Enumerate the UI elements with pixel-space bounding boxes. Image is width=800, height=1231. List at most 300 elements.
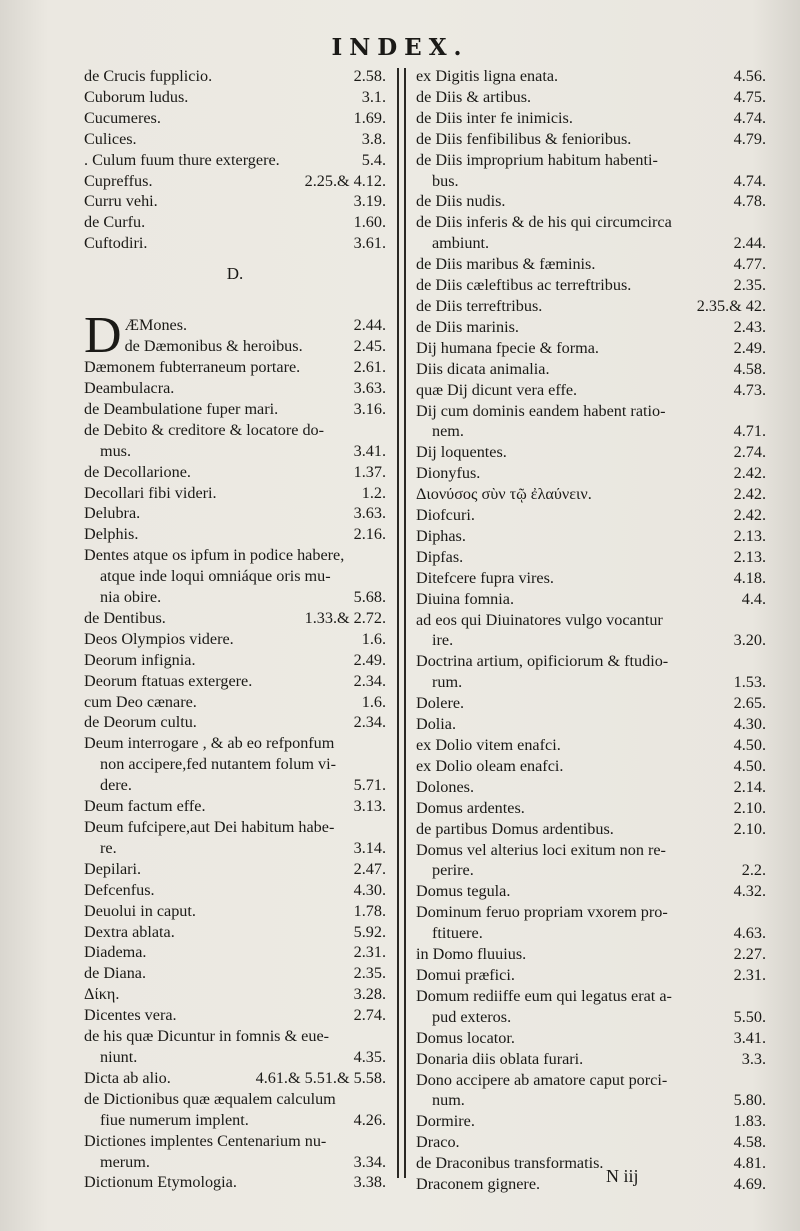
entry-term-cont: non accipere,fed nutantem folum vi- — [100, 755, 336, 774]
entry-line — [84, 66, 386, 87]
entry-ref: 3.1. — [361, 87, 386, 106]
index-entry — [416, 380, 766, 401]
entry-line — [84, 1026, 386, 1047]
entry-ref: 2.44. — [353, 316, 386, 335]
right-entries — [416, 66, 766, 1195]
entry-line — [84, 212, 386, 233]
entry-ref: 4.61.& 5.51.& 5.58. — [255, 1068, 386, 1087]
entry-term: Ditefcere fupra vires. — [416, 568, 554, 587]
entry-term: de Diana. — [84, 964, 147, 983]
entry-term: Deambulacra. — [84, 378, 175, 397]
entry-ref: 2.34. — [353, 713, 386, 732]
entry-line — [84, 984, 386, 1005]
entry-line — [416, 442, 766, 463]
index-entry — [416, 986, 766, 1028]
entry-line — [416, 275, 766, 296]
index-entry — [84, 1026, 386, 1068]
entry-line — [84, 462, 386, 483]
entry-line — [84, 922, 386, 943]
entry-ref: 4.74. — [733, 171, 766, 190]
index-entry — [416, 693, 766, 714]
entry-ref: 2.45. — [353, 336, 386, 355]
entry-ref: 4.56. — [733, 67, 766, 85]
index-entry — [416, 965, 766, 986]
entry-term-cont: nia obire. — [100, 588, 162, 607]
entry-term: de Deambulatione fuper mari. — [84, 399, 279, 418]
entry-line — [84, 1089, 386, 1110]
entry-term: de Diis & artibus. — [416, 87, 532, 106]
entry-term: Diofcuri. — [416, 506, 475, 525]
entry-ref: 1.78. — [353, 901, 386, 920]
entry-term: Domus tegula. — [416, 882, 511, 901]
section-letter: D. — [226, 264, 244, 284]
entry-line — [416, 108, 766, 129]
entry-term: Cuborum ludus. — [84, 87, 189, 106]
index-entry — [84, 775, 386, 796]
index-entry — [416, 275, 766, 296]
entry-line — [84, 129, 386, 150]
entry-term: Deos Olympios videre. — [84, 629, 234, 648]
entry-line — [416, 1028, 766, 1049]
entry-term-cont: nem. — [432, 422, 464, 441]
entry-ref: 3.63. — [353, 504, 386, 523]
entry-ref: 1.69. — [353, 108, 386, 127]
entry-term: de Dentibus. — [84, 608, 166, 627]
entry-line — [416, 819, 766, 840]
entry-term: Διονύσος σὺν τῷ ἐλαύνειν. — [416, 485, 592, 504]
entry-continuation — [84, 441, 386, 462]
index-entry — [84, 984, 386, 1005]
entry-term: de Diis inter fe inimicis. — [416, 108, 573, 127]
entry-term: Diis dicata animalia. — [416, 359, 550, 378]
index-entry — [416, 756, 766, 777]
entry-ref: 2.35. — [353, 964, 386, 983]
entry-line — [84, 671, 386, 692]
entry-line — [416, 1070, 766, 1091]
entry-term: in Domo fluuius. — [416, 945, 527, 964]
entry-line — [416, 359, 766, 380]
index-entry — [84, 66, 386, 87]
entry-continuation — [416, 630, 766, 651]
entry-line — [84, 859, 386, 880]
entry-term: Diphas. — [416, 526, 466, 545]
entry-ref: 5.50. — [733, 1007, 766, 1026]
entry-ref: 2.31. — [733, 965, 766, 984]
entry-line — [84, 191, 386, 212]
index-entry — [84, 233, 386, 254]
entry-ref: 4.73. — [733, 380, 766, 399]
entry-ref: 4.75. — [733, 87, 766, 106]
index-entry — [416, 359, 766, 380]
entry-term: Dono accipere ab amatore caput porci- — [416, 1070, 668, 1089]
entry-line — [84, 503, 386, 524]
entry-term: Domus ardentes. — [416, 798, 525, 817]
entry-line — [84, 1131, 386, 1152]
entry-term: Domum rediiffe eum qui legatus erat a- — [416, 986, 672, 1005]
entry-line — [416, 150, 766, 171]
entry-line — [416, 986, 766, 1007]
entry-term: cum Deo cænare. — [84, 692, 197, 711]
entry-ref: 2.10. — [733, 798, 766, 817]
entry-term: Dicentes vera. — [84, 1006, 177, 1025]
entry-continuation — [416, 860, 766, 881]
entry-term: de partibus Domus ardentibus. — [416, 819, 614, 838]
entry-continuation — [416, 171, 766, 192]
entry-ref: 5.68. — [353, 588, 386, 607]
entry-ref: 2.31. — [353, 943, 386, 962]
entry-continuation — [416, 1007, 766, 1028]
entry-term: Dæmonem fubterraneum portare. — [84, 358, 301, 377]
index-entry — [416, 610, 766, 652]
entry-line — [416, 756, 766, 777]
entry-term: de Curfu. — [84, 213, 146, 232]
index-entry — [84, 1089, 386, 1131]
entry-term: ex Dolio vitem enafci. — [416, 736, 561, 754]
entry-line — [416, 505, 766, 526]
entry-term-cont: bus. — [432, 171, 459, 190]
entry-term: Depilari. — [84, 859, 142, 878]
entry-ref: 1.60. — [353, 213, 386, 232]
entry-line — [84, 880, 386, 901]
entry-ref: 4.30. — [733, 715, 766, 734]
index-entry — [84, 817, 386, 859]
index-entry — [84, 378, 386, 399]
entry-term: Doctrina artium, opificiorum & ftudio- — [416, 652, 669, 671]
entry-ref: 4.50. — [733, 736, 766, 754]
index-entry — [84, 108, 386, 129]
entry-continuation — [84, 1152, 386, 1173]
entry-line — [416, 191, 766, 212]
entry-ref: 2.49. — [733, 338, 766, 357]
entry-term: Draconem gignere. — [416, 1175, 541, 1194]
index-entry — [416, 1111, 766, 1132]
entry-ref: 3.19. — [353, 192, 386, 211]
entry-term: de Diis inferis & de his qui circumcirca — [416, 213, 672, 232]
index-entry — [84, 191, 386, 212]
entry-line — [84, 108, 386, 129]
entry-term: de Diis fenfibilibus & fenioribus. — [416, 129, 632, 148]
index-entry — [84, 1005, 386, 1026]
entry-term: Dolia. — [416, 715, 457, 734]
entry-line — [84, 233, 386, 254]
index-entry — [416, 108, 766, 129]
entry-continuation — [416, 923, 766, 944]
index-entry — [416, 1153, 766, 1174]
entry-line — [84, 963, 386, 984]
entry-term: Dij cum dominis eandem habent ratio- — [416, 401, 666, 420]
entry-line — [84, 399, 386, 420]
entry-ref: 2.42. — [733, 464, 766, 483]
entry-ref: 4.81. — [733, 1154, 766, 1173]
entry-ref: 2.65. — [733, 694, 766, 713]
entry-ref: 4.58. — [733, 359, 766, 378]
entry-term: Donaria diis oblata furari. — [416, 1049, 584, 1068]
entry-line — [84, 171, 386, 192]
index-entry — [84, 1131, 386, 1173]
entry-term: ad eos qui Diuinatores vulgo vocantur — [416, 610, 663, 629]
entry-term-cont: mus. — [100, 441, 132, 460]
index-entry — [84, 171, 386, 192]
entry-ref: 4.74. — [733, 108, 766, 127]
entry-ref: 2.16. — [353, 525, 386, 544]
entry-line — [416, 296, 766, 317]
entry-line — [84, 629, 386, 650]
entry-term-cont: perire. — [432, 861, 474, 880]
index-entry — [416, 150, 766, 192]
index-entry — [84, 942, 386, 963]
entry-ref: 1.33.& 2.72. — [304, 608, 386, 627]
entry-term: Delphis. — [84, 525, 139, 544]
entry-ref: 2.49. — [353, 650, 386, 669]
entry-ref: 2.47. — [353, 859, 386, 878]
index-entry — [84, 1068, 386, 1089]
entry-ref: 3.41. — [733, 1028, 766, 1047]
entry-term: de Decollarione. — [84, 462, 191, 481]
entry-ref: 3.38. — [353, 1173, 386, 1192]
entry-line — [416, 129, 766, 150]
index-entry — [84, 692, 386, 713]
entry-ref: 2.42. — [733, 506, 766, 525]
entry-ref: 3.63. — [353, 378, 386, 397]
entry-line — [416, 1132, 766, 1153]
entry-line — [416, 463, 766, 484]
entry-continuation — [84, 1047, 386, 1068]
entry-ref: 2.13. — [733, 547, 766, 566]
left-entries-top — [84, 66, 386, 254]
entry-term: Dormire. — [416, 1112, 475, 1131]
index-entry — [84, 462, 386, 483]
entry-term-cont: fiue numerum implent. — [100, 1110, 249, 1129]
entry-line — [84, 1068, 386, 1089]
index-entry — [416, 902, 766, 944]
entry-continuation — [416, 421, 766, 442]
entry-term: de Diis maribus & fæminis. — [416, 255, 596, 274]
index-entry — [416, 1028, 766, 1049]
entry-ref: 2.74. — [733, 443, 766, 462]
entry-term-cont: rum. — [432, 673, 463, 692]
entry-line — [416, 610, 766, 631]
entry-ref: 2.34. — [353, 671, 386, 690]
entry-line — [84, 901, 386, 922]
entry-term: de Diis improprium habitum habenti- — [416, 150, 658, 169]
index-entry — [84, 608, 386, 629]
index-entry — [416, 840, 766, 882]
entry-ref: 3.28. — [353, 985, 386, 1004]
entry-term-cont: pud exteros. — [432, 1007, 512, 1026]
entry-line — [84, 712, 386, 733]
entry-term-cont: merum. — [100, 1152, 150, 1171]
entry-term: Domus vel alterius loci exitum non re- — [416, 840, 666, 859]
entry-ref: 4.69. — [733, 1175, 766, 1194]
entry-ref: 1.53. — [733, 673, 766, 692]
index-entry — [416, 296, 766, 317]
index-entry — [84, 420, 386, 462]
entry-term: de Diis marinis. — [416, 317, 519, 336]
index-entry — [84, 922, 386, 943]
entry-term: Dominum feruo propriam vxorem pro- — [416, 903, 668, 922]
entry-line — [416, 1174, 766, 1195]
entry-term: Dij loquentes. — [416, 443, 507, 462]
entry-line — [416, 902, 766, 923]
entry-ref: 4.77. — [733, 255, 766, 274]
entry-ref: 5.4. — [361, 150, 386, 169]
page-title: INDEX. — [331, 34, 469, 61]
index-entry — [416, 1132, 766, 1153]
entry-term: Culices. — [84, 129, 137, 148]
entry-ref: 2.58. — [353, 67, 386, 85]
entry-term: Deorum ftatuas extergere. — [84, 671, 253, 690]
index-entry — [416, 526, 766, 547]
index-entry — [84, 212, 386, 233]
entry-ref: 4.26. — [353, 1110, 386, 1129]
entry-term: Deum fufcipere,aut Dei habitum habe- — [84, 818, 335, 836]
entry-line — [84, 942, 386, 963]
entry-term: de Dæmonibus & heroibus. — [124, 336, 303, 355]
entry-ref: 2.13. — [733, 526, 766, 545]
index-entry — [84, 357, 386, 378]
entry-term: Decollari fibi videri. — [84, 483, 217, 502]
entry-ref: 2.35. — [733, 276, 766, 295]
entry-ref: 3.61. — [353, 234, 386, 253]
column-rule-right — [404, 68, 406, 1178]
index-entry — [84, 796, 386, 817]
index-entry — [416, 317, 766, 338]
index-entry — [416, 442, 766, 463]
index-entry — [416, 87, 766, 108]
entry-line — [84, 1172, 386, 1193]
index-entry — [84, 587, 386, 608]
entry-term: Cuftodiri. — [84, 234, 148, 253]
index-entry — [416, 505, 766, 526]
entry-ref: 3.34. — [353, 1152, 386, 1171]
index-entry — [84, 503, 386, 524]
index-entry — [84, 629, 386, 650]
index-entry — [416, 212, 766, 254]
entry-term-cont: ftituere. — [432, 924, 483, 943]
entry-ref: 5.71. — [353, 776, 386, 795]
entry-term: Dolones. — [416, 777, 474, 796]
signature-mark: N iij — [606, 1166, 639, 1186]
entry-term: de Dictionibus quæ æqualem calculum — [84, 1089, 336, 1108]
entry-term: Dolere. — [416, 694, 465, 713]
entry-term: de Crucis fupplicio. — [84, 67, 213, 85]
entry-term: de Diis nudis. — [416, 192, 506, 211]
left-entries-bottom — [84, 357, 386, 1193]
entry-term: de his quæ Dicuntur in fomnis & eue- — [84, 1027, 330, 1046]
entry-line — [416, 965, 766, 986]
entry-ref: 3.13. — [353, 797, 386, 816]
index-entry — [84, 650, 386, 671]
entry-line — [84, 1005, 386, 1026]
entry-term: Domus locator. — [416, 1028, 515, 1047]
entry-line — [416, 840, 766, 861]
entry-line — [416, 714, 766, 735]
entry-ref: 2.44. — [733, 234, 766, 253]
index-entry — [416, 819, 766, 840]
entry-ref: 3.20. — [733, 631, 766, 650]
dropcap-entry — [84, 315, 386, 357]
entry-line — [416, 87, 766, 108]
entry-line — [416, 735, 766, 756]
index-entry — [416, 66, 766, 87]
index-entry — [84, 671, 386, 692]
index-entry — [125, 336, 386, 357]
index-entry — [416, 129, 766, 150]
entry-ref: 2.14. — [733, 777, 766, 796]
entry-term: de Draconibus transformatis. — [416, 1154, 604, 1173]
index-entry — [416, 777, 766, 798]
entry-line — [84, 650, 386, 671]
entry-ref: 1.37. — [353, 462, 386, 481]
entry-line — [416, 1153, 766, 1174]
index-entry — [416, 254, 766, 275]
entry-term: Dentes atque os ipfum in podice habere, — [84, 546, 345, 565]
entry-term: de Debito & creditore & locatore do- — [84, 420, 325, 439]
entry-line — [416, 589, 766, 610]
index-entry — [416, 798, 766, 819]
index-entry — [84, 524, 386, 545]
entry-ref: 5.80. — [733, 1091, 766, 1110]
entry-term: ÆMones. — [124, 316, 188, 335]
entry-continuation — [84, 754, 386, 775]
index-entry — [416, 463, 766, 484]
entry-line — [416, 212, 766, 233]
index-entry — [416, 568, 766, 589]
entry-ref: 3.14. — [353, 838, 386, 857]
entry-ref: 3.41. — [353, 441, 386, 460]
index-entry — [416, 1049, 766, 1070]
index-entry — [416, 651, 766, 693]
dropcap-letter: D — [84, 315, 122, 358]
entry-line — [84, 483, 386, 504]
entry-line — [84, 692, 386, 713]
index-entry — [416, 1174, 766, 1195]
entry-line — [416, 651, 766, 672]
entry-term-cont: niunt. — [100, 1047, 138, 1066]
entry-term: Cucumeres. — [84, 108, 161, 127]
entry-ref: 2.27. — [733, 945, 766, 964]
index-entry — [84, 901, 386, 922]
entry-term-cont: atque inde loqui omniáque oris mu- — [100, 567, 331, 586]
index-entry — [416, 714, 766, 735]
column-rule-left — [397, 68, 399, 1178]
entry-ref: 4.79. — [733, 129, 766, 148]
entry-ref: 4.63. — [733, 924, 766, 943]
entry-line — [416, 1111, 766, 1132]
entry-ref: 5.92. — [353, 922, 386, 941]
index-entry — [416, 1070, 766, 1112]
entry-line — [416, 338, 766, 359]
entry-term: Dionyfus. — [416, 464, 481, 483]
entry-term: Deum factum effe. — [84, 797, 206, 816]
entry-term: Diuina fomnia. — [416, 589, 515, 608]
entry-ref: 2.2. — [741, 861, 766, 880]
entry-ref: 4.50. — [733, 756, 766, 775]
entry-line — [416, 401, 766, 422]
entry-ref: 4.78. — [733, 192, 766, 211]
entry-term-cont: ire. — [432, 631, 454, 650]
entry-term-cont: num. — [432, 1091, 465, 1110]
entry-line — [416, 798, 766, 819]
index-entry — [416, 338, 766, 359]
entry-term: Dicta ab alio. — [84, 1068, 171, 1087]
entry-line — [416, 66, 766, 87]
entry-line — [416, 380, 766, 401]
index-entry — [416, 944, 766, 965]
entry-line — [84, 796, 386, 817]
index-entry — [416, 547, 766, 568]
entry-ref: 4.32. — [733, 882, 766, 901]
